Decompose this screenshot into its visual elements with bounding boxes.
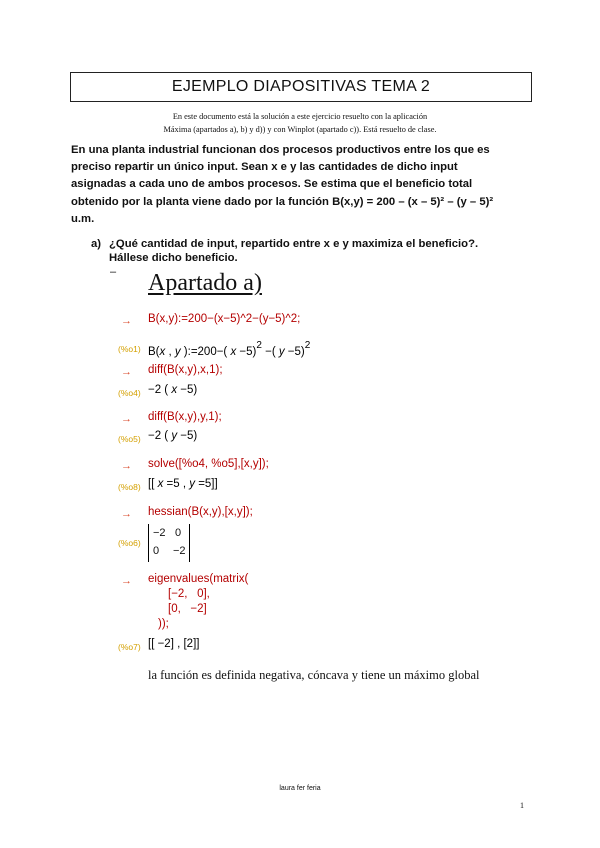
input-arrow-icon: → <box>121 508 132 520</box>
maxima-input: [0, −2] <box>168 603 207 615</box>
output-label: (%o4) <box>118 388 141 398</box>
question-line: Hállese dicho beneficio. <box>109 252 238 264</box>
maxima-output: [[ −2] , [2]] <box>148 638 200 650</box>
input-arrow-icon: → <box>121 413 132 425</box>
problem-line: En una planta industrial funcionan dos procesos productivos entre los que es <box>71 144 490 156</box>
matrix-cell: 0 <box>153 545 160 557</box>
maxima-input-row <box>0 506 600 526</box>
maxima-input: diff(B(x,y),y,1); <box>148 411 222 423</box>
maxima-input-row <box>0 458 600 478</box>
input-arrow-icon: → <box>121 575 132 587</box>
footer-author: laura fer feria <box>279 785 321 792</box>
matrix-cell: −2 <box>153 527 166 539</box>
maxima-input: hessian(B(x,y),[x,y]); <box>148 506 253 518</box>
section-heading: Apartado a) <box>148 270 262 296</box>
maxima-input-row <box>0 364 600 384</box>
maxima-output-row <box>0 384 600 404</box>
maxima-input-row <box>0 573 600 643</box>
problem-statement <box>71 142 541 228</box>
maxima-output: [[ x =5 , y =5]] <box>148 478 218 490</box>
maxima-output-row <box>0 638 600 658</box>
matrix-cell: −2 <box>173 545 186 557</box>
output-label: (%o5) <box>118 434 141 444</box>
document-title-box <box>70 72 532 102</box>
output-label: (%o1) <box>118 344 141 354</box>
question-line: ¿Qué cantidad de input, repartido entre x e y maximiza el beneficio?. <box>109 238 479 250</box>
page-number: 1 <box>520 801 524 810</box>
maxima-input-row <box>0 411 600 431</box>
maxima-input: )); <box>158 618 169 630</box>
problem-line: asignadas a cada uno de ambos procesos. Se estima que el beneficio total <box>71 178 473 191</box>
intro-line: Máxima (apartados a), b) y d)) y con Winplot (apartado c)). Está resuelto de clase. <box>163 124 437 134</box>
maxima-output: −2 ( x −5) <box>148 384 198 396</box>
matrix-cell: 0 <box>175 527 182 539</box>
problem-line: u.m. <box>71 212 95 225</box>
output-label: (%o6) <box>118 538 141 548</box>
dash-mark: – <box>110 266 117 278</box>
output-label: (%o8) <box>118 482 141 492</box>
maxima-input: solve([%o4, %o5],[x,y]); <box>148 458 269 470</box>
document-title: EJEMPLO DIAPOSITIVAS TEMA 2 <box>171 78 431 95</box>
maxima-output-row <box>0 430 600 450</box>
maxima-output-row <box>0 534 600 554</box>
maxima-output-row <box>0 338 600 364</box>
maxima-output: B(x , y ):=200−( x −5)$^2$ −( y −5)$^2$ <box>148 340 311 358</box>
conclusion-text: la función es definida negativa, cóncava y tiene un máximo global <box>148 668 480 682</box>
problem-line: preciso repartir un único input. Sean x e y las cantidades de dicho input <box>71 161 458 174</box>
maxima-input: eigenvalues(matrix( <box>148 573 249 585</box>
maxima-input: [−2, 0], <box>168 588 210 600</box>
maxima-output: −2 ( y −5) <box>148 430 198 442</box>
hessian-matrix <box>148 524 190 562</box>
output-label: (%o7) <box>118 642 141 652</box>
intro-line: En este documento está la solución a este ejercicio resuelto con la aplicación <box>172 112 428 121</box>
maxima-input-row <box>0 313 600 333</box>
problem-line: obtenido por la planta viene dado por la función B(x,y) = 200 – (x – 5)² – (y – 5)² <box>71 195 494 208</box>
input-arrow-icon: → <box>121 460 132 472</box>
maxima-input: B(x,y):=200−(x−5)^2−(y−5)^2; <box>148 313 301 325</box>
question-a <box>91 237 541 265</box>
input-arrow-icon: → <box>121 315 132 327</box>
question-letter: a) <box>91 238 102 250</box>
maxima-input: diff(B(x,y),x,1); <box>148 364 223 376</box>
intro-note <box>100 111 500 136</box>
maxima-output-row <box>0 478 600 498</box>
input-arrow-icon: → <box>121 366 132 378</box>
